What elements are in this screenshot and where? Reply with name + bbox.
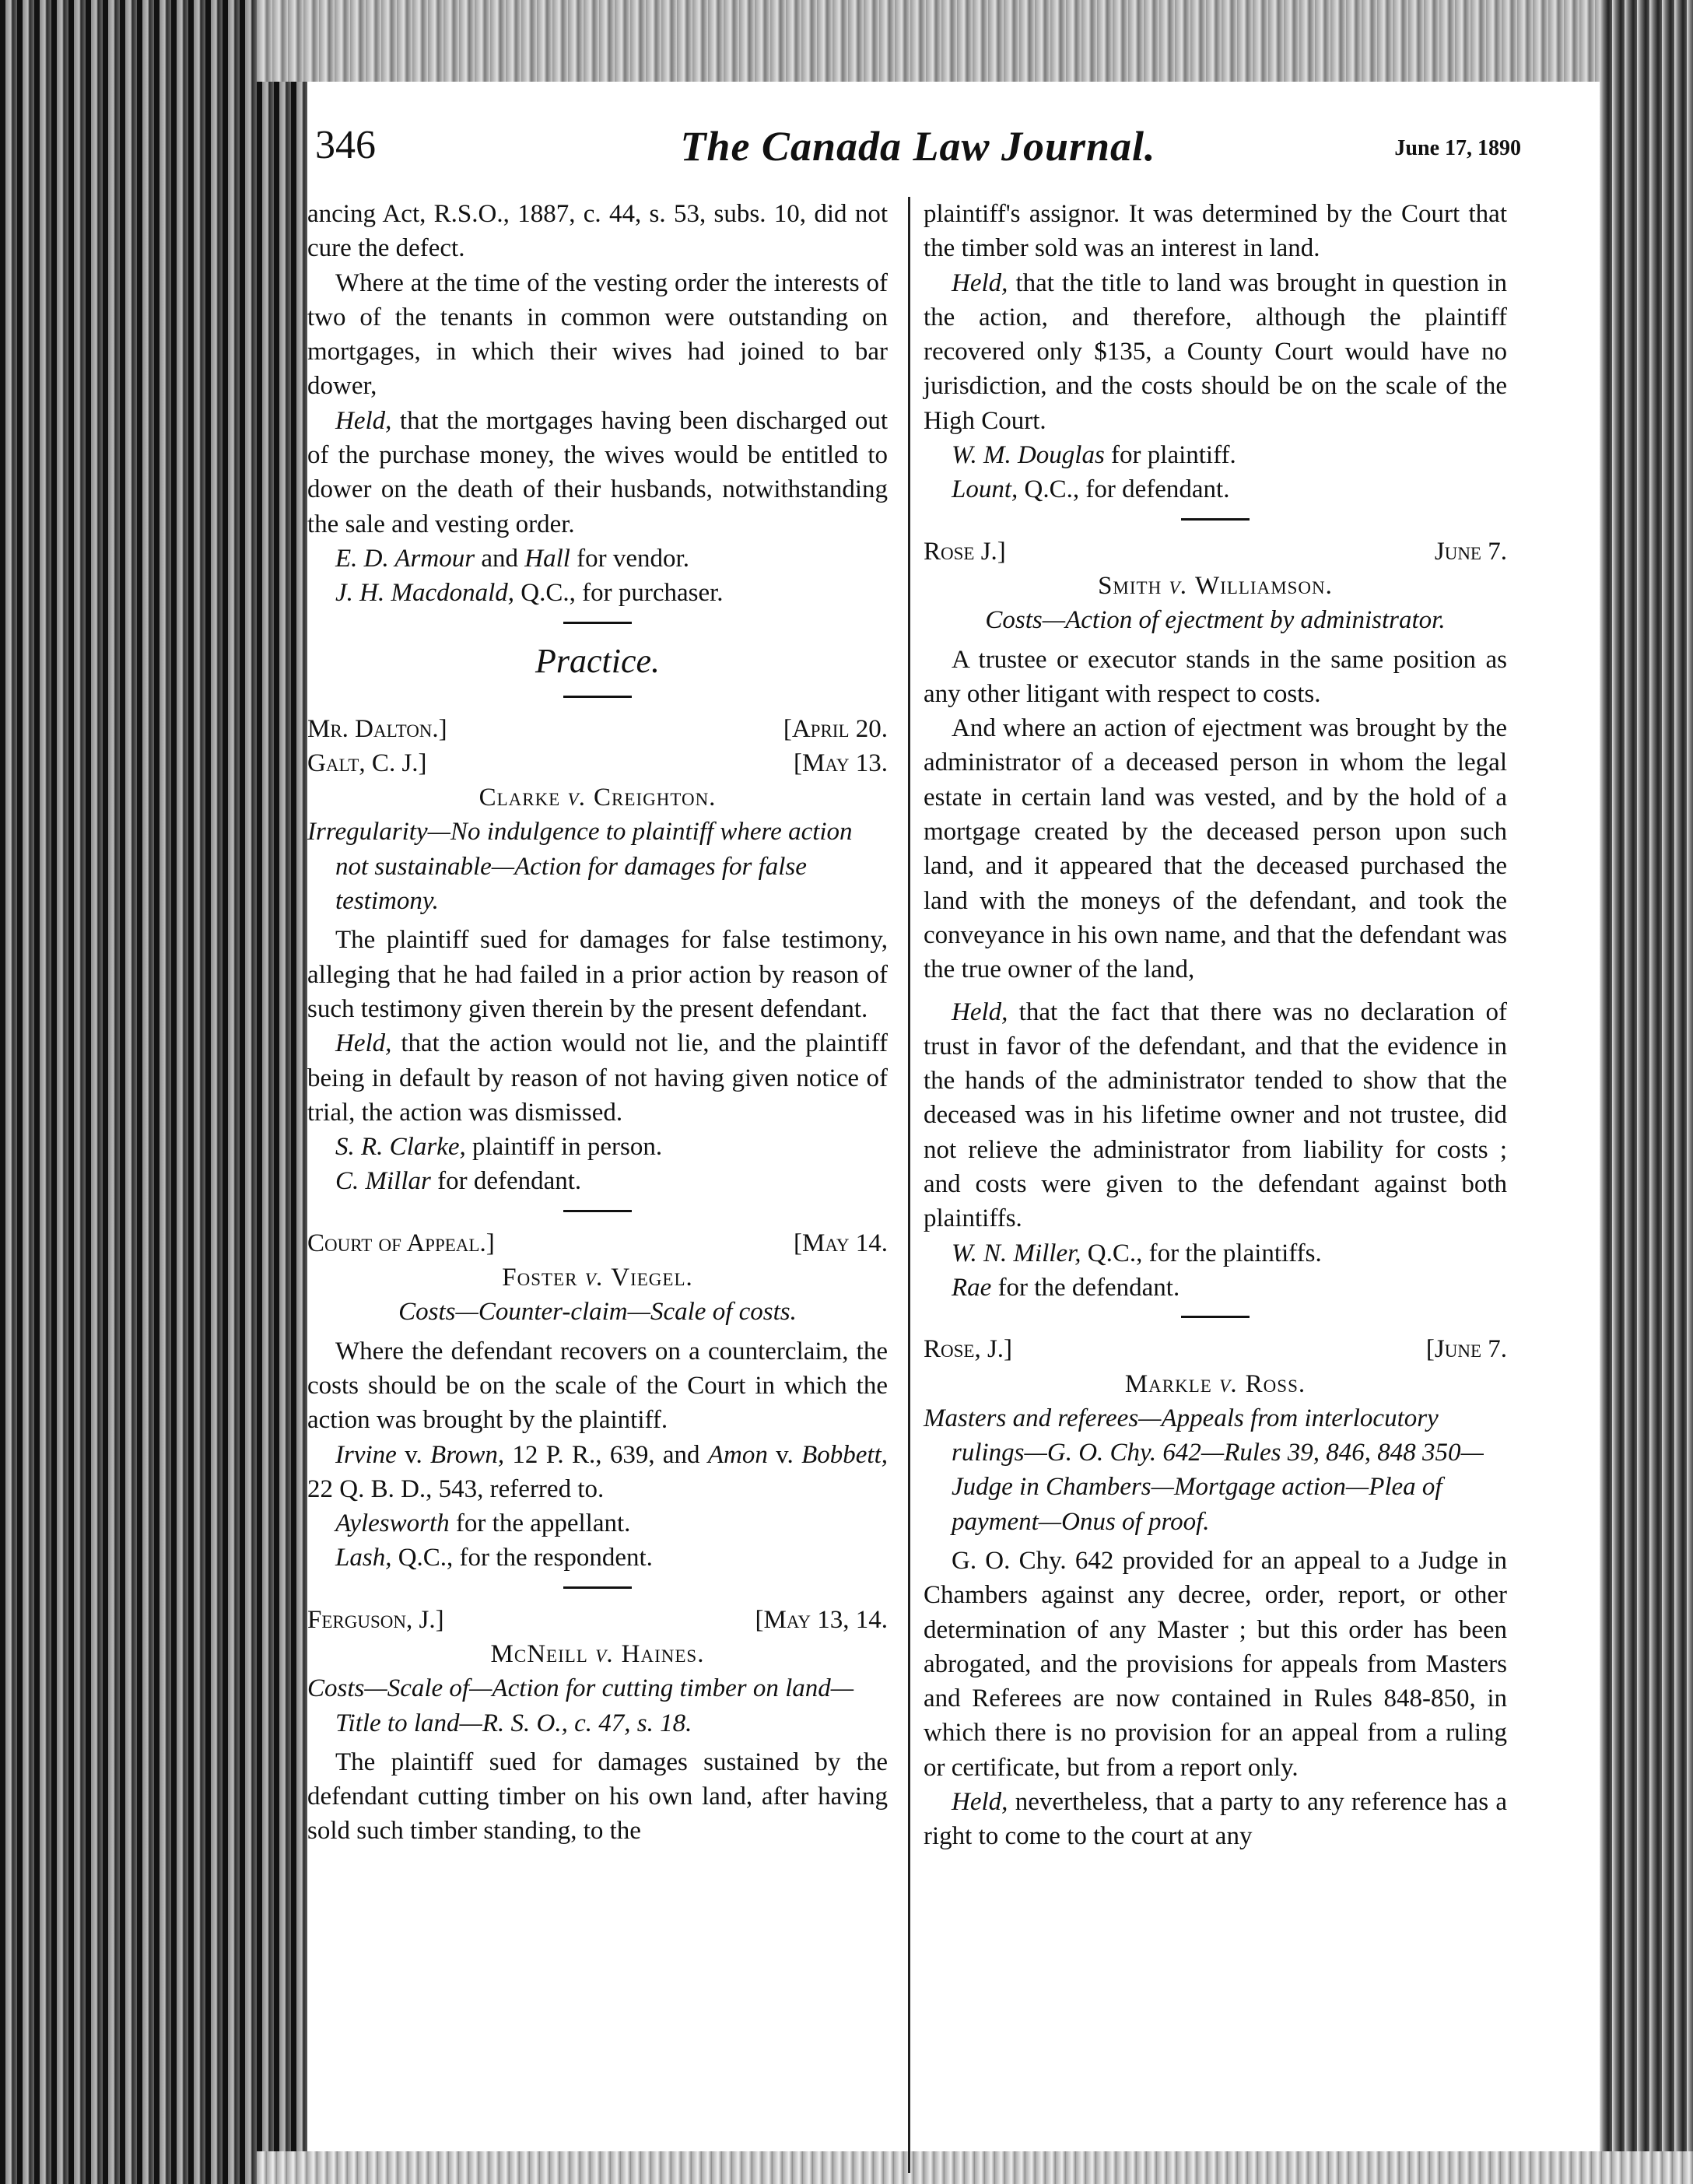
case-header [307, 712, 888, 746]
held-paragraph [924, 1785, 1507, 1854]
versus: v. [1211, 1369, 1246, 1398]
judge: Ferguson, J.] [307, 1605, 444, 1634]
held-label: Held, [952, 1788, 1008, 1817]
counsel-text: plaintiff in person. [465, 1133, 663, 1162]
held-paragraph [924, 266, 1507, 438]
issue-date: June 17, 1890 [1394, 136, 1521, 160]
held-text: that the fact that there was no declaration of trust in favor of the defendant, and that the evidence in the hands of the administrator tended to show that the deceased was in his lifetime owner and not trustee, did not relieve the administrator from liability for costs ; and costs were given to the defendant against both plaintiffs. [924, 997, 1507, 1233]
party: Viegel. [611, 1264, 693, 1292]
paragraph: A trustee or executor stands in the same position as any other litigant with respect to costs. [924, 645, 1507, 708]
case-header [307, 1603, 888, 1637]
case-date: [April 20. [783, 714, 888, 743]
ref-text: 12 P. R., 639, and [504, 1440, 708, 1469]
paragraph: Where at the time of the vesting order the interests of two of the tenants in common were outstanding on mortgages, in which their wives had joined to bar dower, [307, 268, 888, 401]
headnote [307, 815, 888, 918]
counsel-line [307, 576, 888, 610]
party: Markle [1124, 1369, 1212, 1398]
headnote [307, 1295, 888, 1329]
judge: Mr. Dalton.] [307, 714, 447, 743]
counsel-text: for plaintiff. [1104, 441, 1236, 470]
counsel-line [924, 472, 1507, 507]
counsel-text: for defendant. [430, 1167, 582, 1196]
case-date: [June 7. [1425, 1335, 1507, 1364]
counsel-name: Aylesworth [335, 1509, 450, 1538]
paragraph: The plaintiff sued for damages sustained by the defendant cutting timber on his own land, after having sold such timber standing, to the [307, 1748, 888, 1846]
column-divider [908, 197, 910, 2173]
running-header [315, 122, 1521, 192]
book-spine-edge [0, 0, 307, 2184]
paragraph: ancing Act, R.S.O., 1887, c. 44, s. 53, subs. 10, did not cure the defect. [307, 200, 888, 263]
counsel-line [307, 1541, 888, 1575]
counsel-text: for the appellant. [449, 1509, 631, 1538]
ref-text: v. [767, 1440, 802, 1469]
case-name [924, 1367, 1507, 1401]
held-paragraph [924, 995, 1507, 1236]
held-label: Held, [952, 997, 1008, 1026]
left-column [307, 197, 888, 1849]
counsel-name: J. H. Macdonald, [335, 579, 515, 608]
paragraph: plaintiff's assignor. It was determined by the Court that the timber sold was an interest in land. [924, 200, 1507, 263]
versus: v. [560, 784, 594, 812]
case-header [307, 746, 888, 780]
counsel-name: S. R. Clarke, [335, 1133, 466, 1162]
case-name [307, 1260, 888, 1295]
headnote-text: Costs—Action of ejectment by administrator. [985, 606, 1446, 635]
paragraph: The plaintiff sued for damages for false testimony, alleging that he had failed in a prior action by reason of such testimony given therein by the present defendant. [307, 926, 888, 1023]
counsel-line [307, 1130, 888, 1164]
headnote-text: Irregularity—No indulgence to plaintiff where action not sustainable—Action for damages for false testimony. [307, 818, 853, 916]
case-ref: Brown, [430, 1440, 505, 1469]
judge: Galt, C. J.] [307, 748, 427, 777]
headnote [924, 1401, 1507, 1539]
paragraph: Where the defendant recovers on a counterclaim, the costs should be on the scale of the Court in which the action was brought by the plaintiff. [307, 1337, 888, 1435]
case-name [924, 569, 1507, 603]
counsel-name: Hall [524, 544, 570, 573]
held-label: Held, [335, 1029, 392, 1058]
headnote-text: Costs—Scale of—Action for cutting timber on land—Title to land—R. S. O., c. 47, s. 18. [307, 1674, 854, 1737]
case-date: [May 13, 14. [755, 1605, 888, 1634]
case-rule [1181, 1316, 1250, 1318]
held-text: nevertheless, that a party to any reference has a right to come to the court at any [924, 1788, 1507, 1851]
judge: Rose J.] [924, 537, 1006, 566]
versus: v. [587, 1639, 622, 1668]
versus: v. [1162, 571, 1196, 600]
section-heading: Practice. [535, 641, 661, 680]
counsel-text: for the defendant. [991, 1273, 1180, 1302]
counsel-name: C. Millar [335, 1167, 431, 1196]
counsel-name: Lash, [335, 1544, 392, 1572]
counsel-name: Lount, [952, 475, 1018, 504]
case-header [924, 535, 1507, 569]
judge: Rose, J.] [924, 1335, 1013, 1364]
headnote [307, 1671, 888, 1741]
counsel-line [924, 1236, 1507, 1271]
party: Haines. [621, 1639, 705, 1668]
case-date: [May 13. [794, 748, 888, 777]
party: Clarke [478, 784, 561, 812]
counsel-text: Q.C., for the plaintiffs. [1081, 1239, 1322, 1267]
paragraph: G. O. Chy. 642 provided for an appeal to a Judge in Chambers against any decree, order, report, or other determination of any Master ; but this order has been abrogated, and the provisions for appeals from Masters and Referees are now contained in Rules 848-850, in which there is no provision for an appeal from a ruling or certificate, but from a report only. [924, 1546, 1507, 1782]
party: Smith [1098, 571, 1162, 600]
held-label: Held, [952, 268, 1008, 297]
case-date: [May 14. [794, 1229, 888, 1257]
case-rule [563, 1210, 632, 1212]
headnote-text: Costs—Counter-claim—Scale of costs. [398, 1298, 797, 1327]
court: Court of Appeal.] [307, 1229, 495, 1257]
party: Foster [502, 1264, 578, 1292]
counsel-text: Q.C., for the respondent. [391, 1544, 653, 1572]
case-date: June 7. [1434, 537, 1507, 566]
counsel-name: W. M. Douglas [952, 441, 1105, 470]
section-rule [563, 696, 632, 698]
journal-title: The Canada Law Journal. [680, 123, 1156, 170]
counsel-text: Q.C., for purchaser. [514, 579, 724, 608]
held-paragraph [307, 404, 888, 542]
counsel-name: E. D. Armour [335, 544, 475, 573]
counsel-text: Q.C., for defendant. [1018, 475, 1230, 504]
ref-text: v. [396, 1440, 431, 1469]
counsel-text: for vendor. [570, 544, 689, 573]
party: Creighton. [594, 784, 717, 812]
case-name [307, 780, 888, 815]
headnote-text: Masters and referees—Appeals from interlocutory rulings—G. O. Chy. 642—Rules 39, 846, 848 350—Judge in Chambers—Mortgage action—Plea of payment—Onus of proof. [924, 1404, 1484, 1536]
ref-text: 22 Q. B. D., 543, referred to. [307, 1474, 605, 1503]
case-ref: Irvine [335, 1440, 397, 1469]
journal-page [307, 82, 1600, 2151]
party: Williamson. [1195, 571, 1333, 600]
counsel-line [924, 438, 1507, 472]
counsel-line [307, 1506, 888, 1541]
held-text: that the mortgages having been discharged out of the purchase money, the wives would be entitled to dower on the death of their husbands, notwithstanding the sale and vesting order. [307, 406, 888, 538]
right-column [924, 197, 1507, 1854]
scan-top-edge [257, 0, 1693, 82]
case-name [307, 1637, 888, 1671]
case-ref: Bobbett, [801, 1440, 889, 1469]
counsel-text: and [475, 544, 525, 573]
held-text: that the title to land was brought in question in the action, and therefore, although the plaintiff recovered only $135, a County Court would have no jurisdiction, and the costs should be on the scale of the High Court. [924, 268, 1507, 435]
scan-right-edge [1600, 0, 1693, 2184]
case-rule [1181, 518, 1250, 521]
case-rule [563, 1586, 632, 1589]
counsel-name: W. N. Miller, [952, 1239, 1081, 1267]
held-paragraph [307, 1026, 888, 1130]
case-header [924, 1332, 1507, 1366]
held-text: that the action would not lie, and the plaintiff being in default by reason of not having given notice of trial, the action was dismissed. [307, 1029, 888, 1127]
party: Ross. [1245, 1369, 1306, 1398]
counsel-line [307, 1164, 888, 1198]
reference-line [307, 1438, 888, 1507]
page-number: 346 [315, 123, 376, 167]
headnote [924, 603, 1507, 637]
scan-bottom-edge [257, 2151, 1693, 2184]
versus: v. [577, 1264, 612, 1292]
case-ref: Amon [707, 1440, 768, 1469]
counsel-name: Rae [952, 1273, 992, 1302]
counsel-line [924, 1271, 1507, 1305]
paragraph: And where an action of ejectment was brought by the administrator of a deceased person in whom the legal estate in certain land was vested, and by the hold of a mortgage created by the deceased person upon such land, and it appeared that the deceased purchased the land with the moneys of the defendant, and took the conveyance in his own name, and that the defendant was the true owner of the land, [924, 714, 1507, 984]
held-label: Held, [335, 406, 392, 435]
case-header [307, 1226, 888, 1260]
counsel-line [307, 542, 888, 576]
party: McNeill [490, 1639, 588, 1668]
section-rule [563, 622, 632, 624]
